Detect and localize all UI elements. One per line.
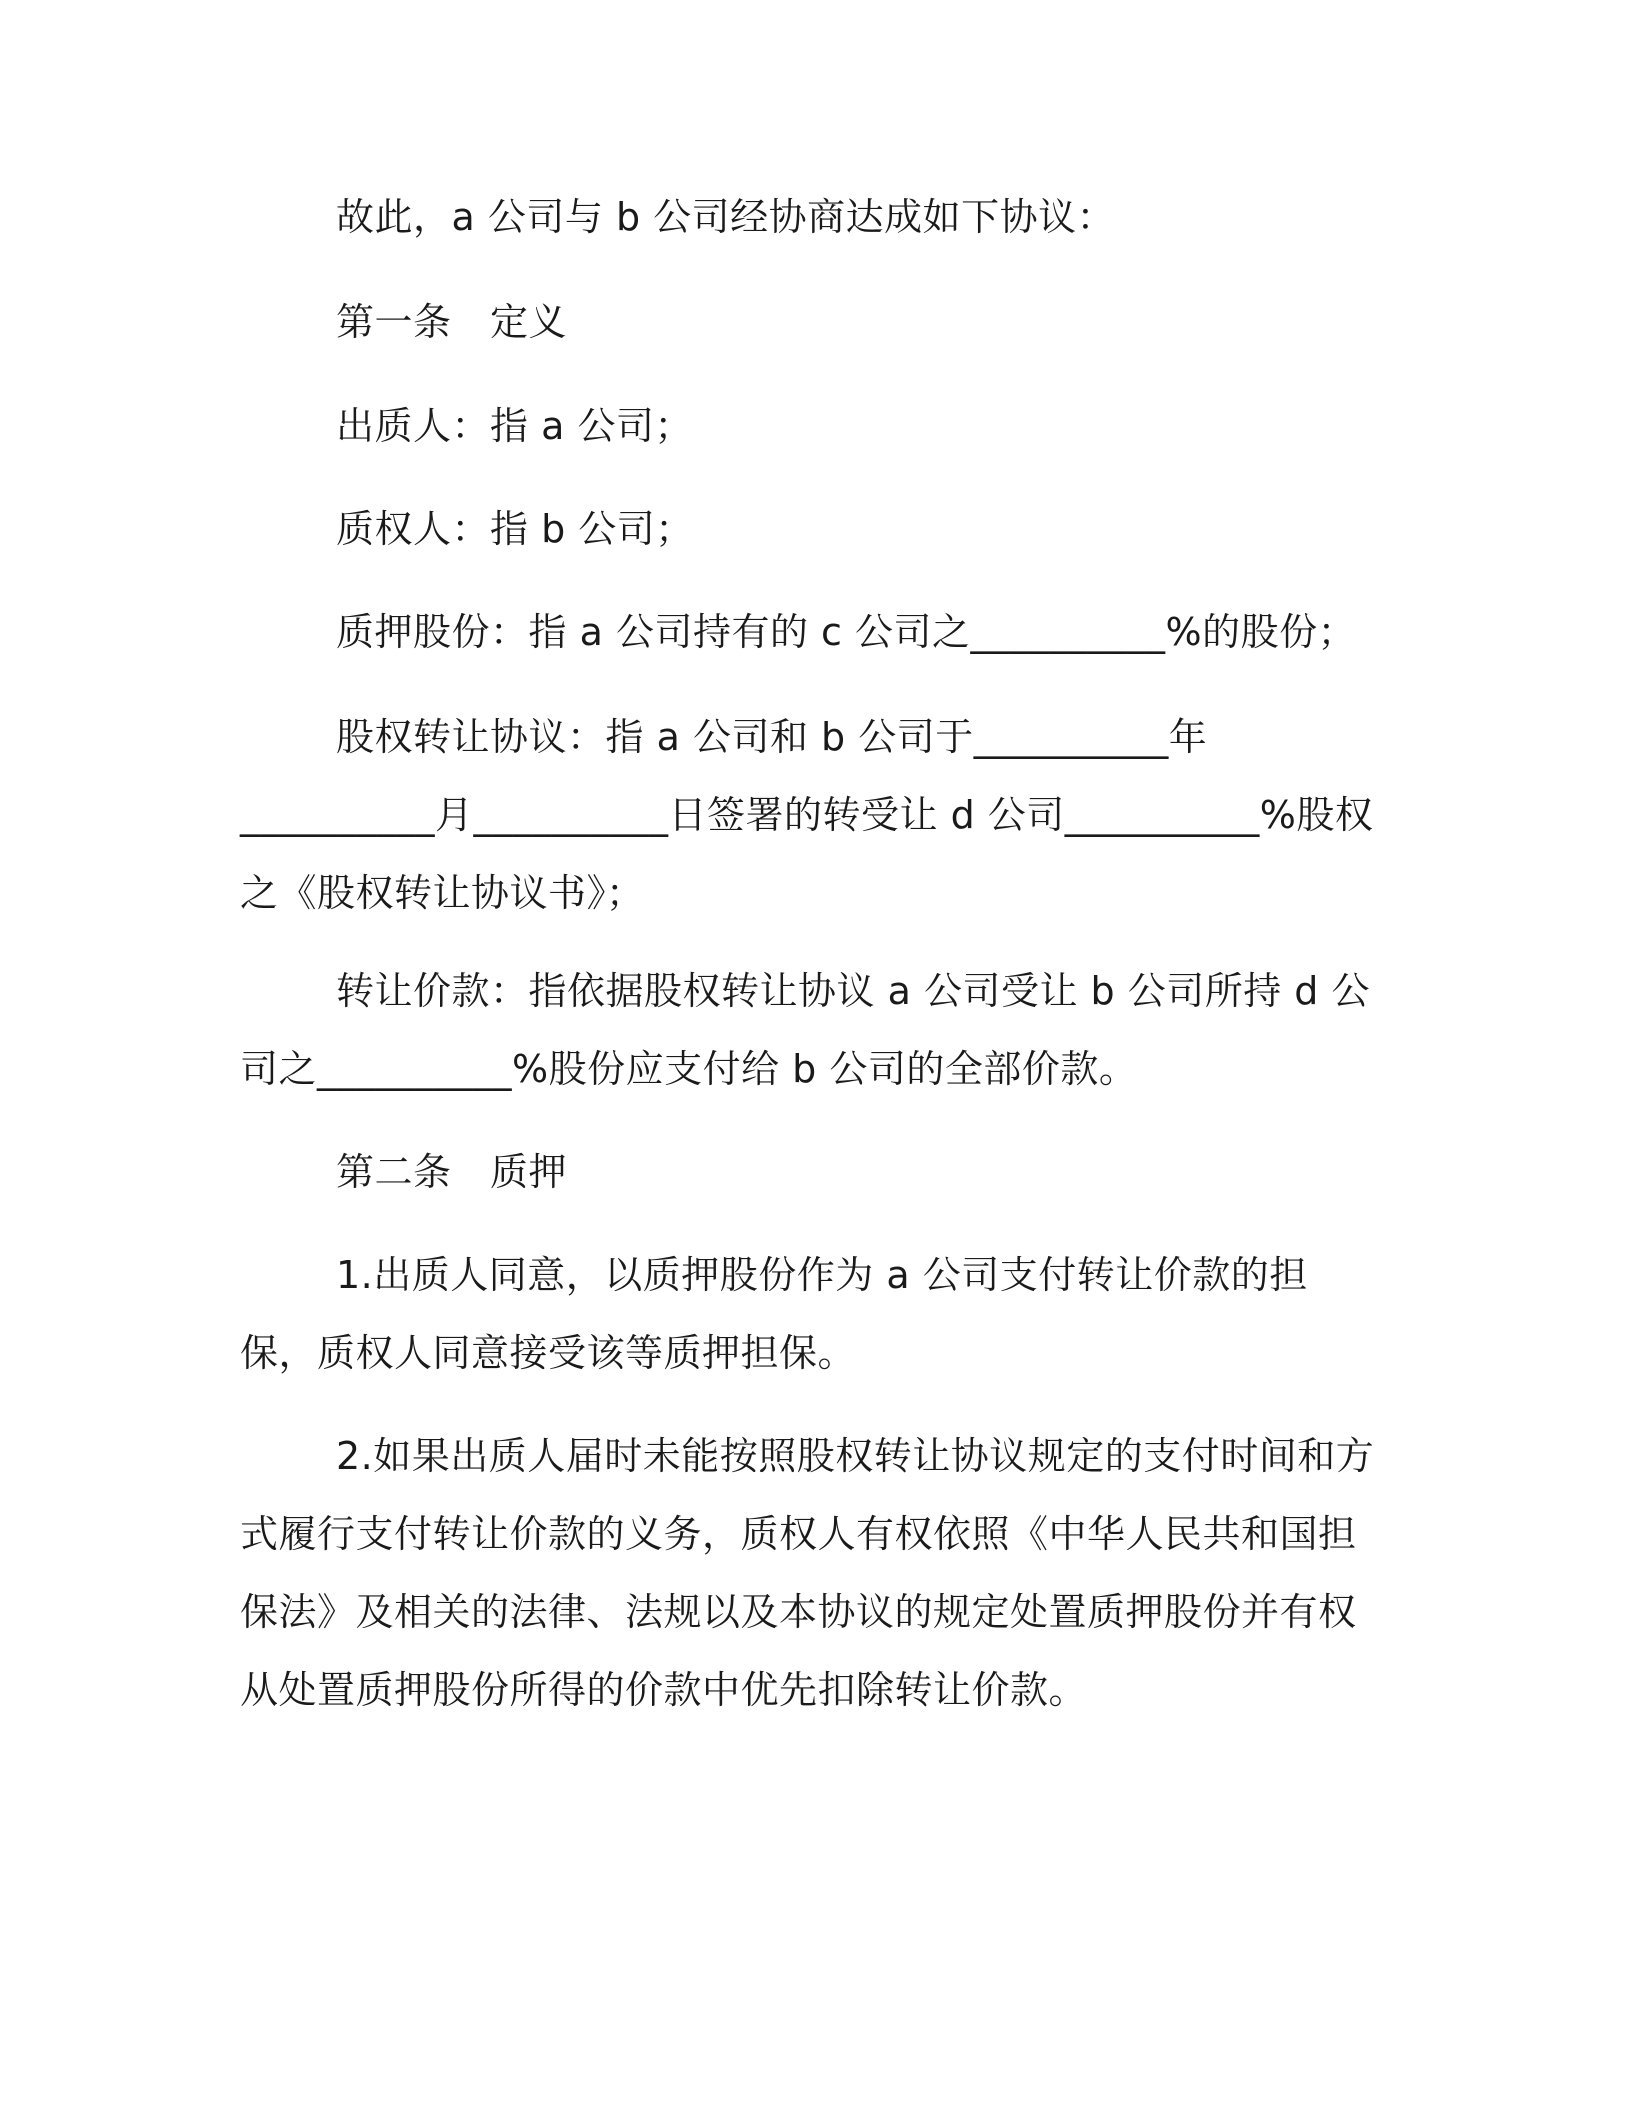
intro-paragraph: 故此，a 公司与 b 公司经协商达成如下协议： [336, 195, 1116, 239]
definition-pledgee: 质权人：指 b 公司； [336, 507, 694, 551]
clause-2-pledge-enforcement: 2.如果出质人届时未能按照股权转让协议规定的支付时间和方式履行支付转让价款的义务，质权人有权依照《中华人民共和国担保法》及相关的法律、法规以及本协议的规定处置质押股份并有权从处置质押股份所得的价款中优先扣除转让价款。 [240, 1434, 1375, 1712]
definition-pledged-shares: 质押股份：指 a 公司持有的 c 公司之__________%的股份； [336, 610, 1357, 654]
definition-pledgor: 出质人：指 a 公司； [336, 404, 693, 448]
article-1-heading: 第一条 定义 [336, 300, 568, 344]
clause-1-pledge-consent: 1.出质人同意，以质押股份作为 a 公司支付转让价款的担保，质权人同意接受该等质押担保。 [240, 1253, 1308, 1375]
definition-equity-transfer-agreement: 股权转让协议：指 a 公司和 b 公司于__________年__________月__________日签署的转受让 d 公司__________%股权之《股权转让协议书》； [240, 715, 1374, 915]
definition-transfer-price: 转让价款：指依据股权转让协议 a 公司受让 b 公司所持 d 公司之__________%股份应支付给 b 公司的全部价款。 [240, 969, 1371, 1091]
article-2-heading: 第二条 质押 [336, 1150, 568, 1194]
